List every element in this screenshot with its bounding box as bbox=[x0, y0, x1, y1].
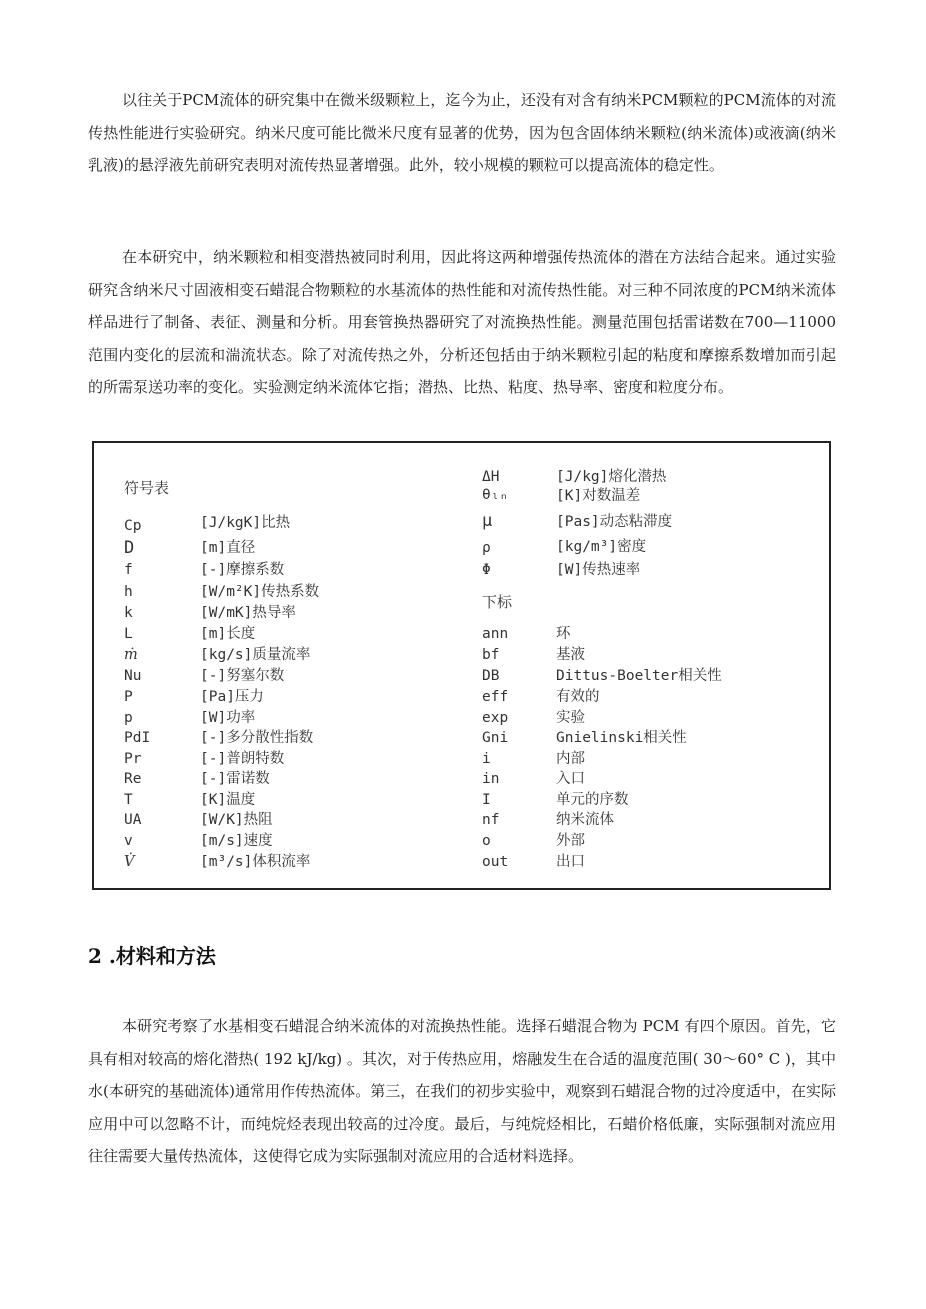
symbol-description: [J/kg]熔化潜热 bbox=[556, 469, 667, 485]
symbol-description: [J/kgK]比热 bbox=[200, 515, 291, 531]
symbol-description: [-]努塞尔数 bbox=[200, 668, 285, 684]
symbol-description: [W]功率 bbox=[200, 710, 256, 726]
subscript-symbol: o bbox=[482, 833, 491, 849]
symbol-description: [W]传热速率 bbox=[556, 562, 641, 578]
symbol: v bbox=[124, 833, 133, 849]
subscript-symbol: in bbox=[482, 771, 500, 787]
symbol: k bbox=[124, 605, 133, 621]
subscript-description: 入口 bbox=[556, 771, 585, 787]
nomenclature-box bbox=[92, 441, 831, 890]
subscript-symbol: bf bbox=[482, 647, 500, 663]
subscript-description: 出口 bbox=[556, 854, 585, 870]
symbol: D bbox=[124, 538, 135, 558]
symbol-description: [-]雷诺数 bbox=[200, 771, 270, 787]
subscript-description: Dittus-Boelter相关性 bbox=[556, 668, 722, 684]
subscript-symbol: ann bbox=[482, 626, 509, 642]
subscript-description: 环 bbox=[556, 626, 571, 642]
symbol-description: [kg/m³]密度 bbox=[556, 539, 647, 555]
symbol: PdI bbox=[124, 730, 151, 746]
symbol: Pr bbox=[124, 751, 142, 767]
subscript-description: 单元的序数 bbox=[556, 792, 629, 808]
subscript-symbol: i bbox=[482, 751, 491, 767]
symbol: ρ bbox=[482, 540, 491, 556]
symbol-description: [K]对数温差 bbox=[556, 488, 641, 504]
subscript-description: 有效的 bbox=[556, 689, 600, 705]
paragraph-study: 在本研究中，纳米颗粒和相变潜热被同时利用，因此将这两种增强传热流体的潜在方法结合起来。通过实验研究含纳米尺寸固液相变石蜡混合物颗粒的水基流体的热性能和对流传热性能。对三种不同浓度的PCM纳米流体样品进行了制备、表征、测量和分析。用套管换热器研究了对流换热性能。测量范围包括雷诺数在700—11000范围内变化的层流和湍流状态。除了对流传热之外，分析还包括由于纳米颗粒引起的粘度和摩擦系数增加而引起的所需泵送功率的变化。实验测定纳米流体它指；潜热、比热、粘度、热导率、密度和粒度分布。 bbox=[88, 248, 836, 396]
symbol-description: [W/K]热阻 bbox=[200, 812, 273, 828]
section-heading: 2 .材料和方法 bbox=[88, 944, 216, 968]
symbol-description: [K]温度 bbox=[200, 792, 256, 808]
nomenclature-title: 符号表 bbox=[124, 479, 170, 497]
symbol: ṁ bbox=[124, 647, 138, 663]
subscript-description: 内部 bbox=[556, 751, 585, 767]
subscript-description: 基液 bbox=[556, 647, 585, 663]
symbol-description: [W/m²K]传热系数 bbox=[200, 584, 320, 600]
symbol-description: [kg/s]质量流率 bbox=[200, 647, 311, 663]
symbol-description: [m/s]速度 bbox=[200, 833, 273, 849]
symbol-description: [m]直径 bbox=[200, 540, 256, 556]
symbol-description: [-]摩擦系数 bbox=[200, 562, 285, 578]
symbol: T bbox=[124, 792, 133, 808]
symbol: μ bbox=[482, 511, 493, 531]
symbol: V̇ bbox=[124, 854, 135, 870]
subscript-description: 外部 bbox=[556, 833, 585, 849]
symbol-description: [-]普朗特数 bbox=[200, 751, 285, 767]
symbol: h bbox=[124, 584, 133, 600]
subscript-symbol: Gni bbox=[482, 730, 509, 746]
symbol-description: [Pas]动态粘滞度 bbox=[556, 514, 673, 530]
symbol-description: [-]多分散性指数 bbox=[200, 730, 314, 746]
paragraph-intro: 以往关于PCM流体的研究集中在微米级颗粒上，迄今为止，还没有对含有纳米PCM颗粒的PCM流体的对流传热性能进行实验研究。纳米尺度可能比微米尺度有显著的优势，因为包含固体纳米颗粒(纳米流体)或液滴(纳米乳液)的悬浮液先前研究表明对流传热显著增强。此外，较小规模的颗粒可以提高流体的稳定性。 bbox=[88, 91, 836, 174]
subscript-symbol: eff bbox=[482, 689, 509, 705]
symbol: p bbox=[124, 710, 133, 726]
subscript-description: Gnielinski相关性 bbox=[556, 730, 687, 746]
subscript-symbol: exp bbox=[482, 710, 509, 726]
symbol: P bbox=[124, 689, 133, 705]
symbol: Cp bbox=[124, 518, 142, 534]
symbol-description: [m]长度 bbox=[200, 626, 256, 642]
subscript-symbol: I bbox=[482, 792, 491, 808]
subscript-symbol: nf bbox=[482, 812, 500, 828]
symbol-description: [W/mK]热导率 bbox=[200, 605, 296, 621]
symbol: UA bbox=[124, 812, 142, 828]
paragraph-methods: 本研究考察了水基相变石蜡混合纳米流体的对流换热性能。选择石蜡混合物为 PCM 有四个原因。首先，它具有相对较高的熔化潜热( 192 kJ/kg) 。其次，对于传热应用，熔融发生在合适的温度范围( 30～60° C )，其中水(本研究的基础流体)通常用作传热流体。第三，在我们的初步实验中，观察到石蜡混合物的过冷度适中，在实际应用中可以忽略不计，而纯烷烃表现出较高的过冷度。最后，与纯烷烃相比，石蜡价格低廉，实际强制对流应用往往需要大量传热流体，这使得它成为实际强制对流应用的合适材料选择。 bbox=[88, 1017, 836, 1165]
symbol: Φ bbox=[482, 562, 491, 578]
symbol: ΔH bbox=[482, 469, 500, 485]
subscript-symbol: DB bbox=[482, 668, 500, 684]
symbol: f bbox=[124, 562, 133, 578]
symbol: Re bbox=[124, 771, 142, 787]
symbol: Nu bbox=[124, 668, 142, 684]
symbol-description: [Pa]压力 bbox=[200, 689, 264, 705]
symbol: L bbox=[124, 626, 133, 642]
symbol-description: [m³/s]体积流率 bbox=[200, 854, 311, 870]
symbol: θₗₙ bbox=[482, 487, 509, 503]
subscript-title: 下标 bbox=[482, 593, 513, 611]
subscript-symbol: out bbox=[482, 854, 509, 870]
subscript-description: 纳米流体 bbox=[556, 812, 614, 828]
subscript-description: 实验 bbox=[556, 710, 585, 726]
